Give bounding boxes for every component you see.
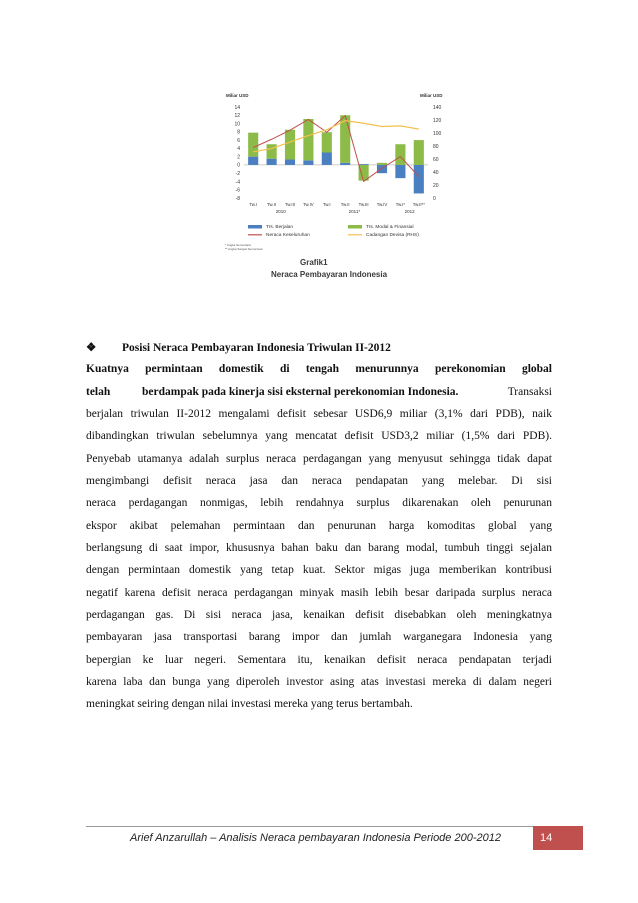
chart-figure <box>222 88 450 260</box>
section-heading-text: Posisi Neraca Pembayaran Indonesia Triwulan II-2012 <box>122 342 391 354</box>
legend-label: Trs. Berjalan <box>266 225 294 230</box>
left-tick-label: 8 <box>237 129 240 136</box>
paragraph-line: berlangsung di saat impor, khususnya bahan baku dan barang modal, tumbuh tinggi sejalan <box>86 542 552 554</box>
left-tick-label: 2 <box>237 154 240 161</box>
right-tick-label: 100 <box>433 130 442 137</box>
paragraph-line: Kuatnya permintaan domestik di tengah menurunnya perekonomian global <box>86 363 552 375</box>
paragraph-text: berdampak pada kinerja sisi eksternal perekonomian Indonesia. <box>142 386 459 398</box>
bar-current-account <box>267 159 277 165</box>
legend-swatch <box>248 225 262 229</box>
bar-capital-financial <box>322 132 332 152</box>
bar-capital-financial <box>285 130 295 160</box>
paragraph-line: neraca perdagangan nonmigas, lebih rendahnya surplus dikarenakan oleh penurunan <box>86 497 552 509</box>
left-tick-label: 6 <box>237 137 240 144</box>
bar-capital-financial <box>414 140 424 165</box>
paragraph-line <box>86 384 552 400</box>
legend-label: Neraca Keseluruhan <box>266 233 310 238</box>
left-tick-label: 10 <box>234 121 240 128</box>
bar-capital-financial <box>248 133 258 157</box>
x-tick-label: Tw.III <box>284 202 296 207</box>
bar-current-account <box>340 163 350 165</box>
right-tick-label: 80 <box>433 143 439 150</box>
bar-current-account <box>359 164 369 165</box>
bar-current-account <box>322 153 332 165</box>
diamond-bullet-icon: ❖ <box>86 342 97 354</box>
bar-capital-financial <box>303 119 313 160</box>
left-tick-label: -8 <box>235 195 240 202</box>
x-tick-label: Tw.II <box>340 202 350 207</box>
year-label: 2012 <box>404 209 415 214</box>
paragraph-line: bepergian ke luar negeri. Sementara itu, kenaikan defisit neraca pendapatan terjadi <box>86 654 552 666</box>
balance-of-payments-chart <box>222 88 450 260</box>
x-tick-label: Tw.II <box>267 202 277 207</box>
footer-text: Arief Anzarullah – Analisis Neraca pembayaran Indonesia Periode 200-2012 <box>130 832 501 844</box>
left-tick-label: -6 <box>235 187 240 194</box>
section-heading <box>86 340 391 354</box>
left-tick-label: 12 <box>234 113 240 120</box>
x-tick-label: Tw.III <box>358 202 369 207</box>
legend-label: Cadangan Devisa (RHS) <box>366 233 419 238</box>
x-tick-label: Tw.IV <box>303 202 314 207</box>
legend-swatch <box>348 225 362 229</box>
left-tick-label: -2 <box>235 170 240 177</box>
bar-capital-financial <box>267 144 277 158</box>
paragraph-line: dibandingkan triwulan sebelumnya yang mencatat defisit USD3,2 miliar (1,5% dari PDB). <box>86 430 552 442</box>
paragraph-line: perdagangan gas. Di sisi neraca jasa, kenaikan defisit disebabkan oleh meningkatnya <box>86 609 552 621</box>
paragraph-line: negatif karena defisit neraca perdagangan minyak masih lebih besar daripada surplus neraca <box>86 587 552 599</box>
bar-current-account <box>285 160 295 165</box>
paragraph-line: dengan permintaan domestik yang tetap kuat. Sektor migas juga memberikan kontribusi <box>86 564 552 576</box>
bar-current-account <box>414 165 424 194</box>
left-tick-label: 0 <box>237 162 240 169</box>
year-label: 2010 <box>275 209 286 214</box>
figure-caption-subtitle: Neraca Pembayaran Indonesia <box>271 270 388 279</box>
bar-current-account <box>395 165 405 178</box>
right-tick-label: 40 <box>433 169 439 176</box>
paragraph-line: karena laba dan bunga yang diperoleh investor asing atas investasi mereka di dalam negeri <box>86 676 552 688</box>
bar-current-account <box>248 157 258 165</box>
paragraph-line: berjalan triwulan II-2012 mengalami defisit sebesar USD6,9 miliar (3,1% dari PDB), naik <box>86 408 552 420</box>
page-number: 14 <box>540 832 553 844</box>
paragraph-line: meningkat seiring dengan nilai investasi mereka yang terus bertambah. <box>86 698 413 710</box>
bar-current-account <box>303 160 313 165</box>
year-label: 2011* <box>348 209 361 214</box>
paragraph-line: mengimbangi defisit neraca jasa dan neraca pendapatan yang melebar. Di sisi <box>86 475 552 487</box>
right-tick-label: 0 <box>433 195 436 202</box>
right-tick-label: 20 <box>433 182 439 189</box>
paragraph-text: Transaksi <box>507 386 552 398</box>
right-axis-label: Miliar USD <box>420 93 443 98</box>
x-tick-label: Tw.I* <box>395 202 406 207</box>
left-tick-label: -4 <box>235 179 240 186</box>
right-tick-label: 60 <box>433 156 439 163</box>
footer-divider <box>86 826 583 827</box>
chart-note: * Angka Sementara <box>225 243 251 247</box>
paragraph-line: ekspor akibat pelemahan permintaan dan penurunan harga komoditas global yang <box>86 520 552 532</box>
x-tick-label: Tw.I <box>249 202 258 207</box>
figure-caption-title: Grafik1 <box>300 258 328 267</box>
paragraph-text: telah <box>86 386 111 398</box>
left-tick-label: 4 <box>237 146 240 153</box>
chart-note: ** Angka Sangat Sementara <box>225 247 263 251</box>
right-tick-label: 120 <box>433 117 442 124</box>
legend-label: Trs. Modal & Finansial <box>366 225 414 230</box>
bar-capital-financial <box>395 144 405 165</box>
paragraph-line: Penyebab utamanya adalah surplus neraca perdagangan yang menyusut sehingga tidak dapat <box>86 453 552 465</box>
right-tick-label: 140 <box>433 104 442 111</box>
x-tick-label: Tw.I <box>322 202 331 207</box>
x-tick-label: Tw.II** <box>412 202 425 207</box>
paragraph-line: pembayaran jasa transportasi barang impor dan jumlah warganegara Indonesia yang <box>86 631 552 643</box>
left-tick-label: 14 <box>234 104 240 111</box>
x-tick-label: Tw.IV <box>376 202 388 207</box>
bar-capital-financial <box>377 163 387 165</box>
left-axis-label: Miliar USD <box>226 93 249 98</box>
